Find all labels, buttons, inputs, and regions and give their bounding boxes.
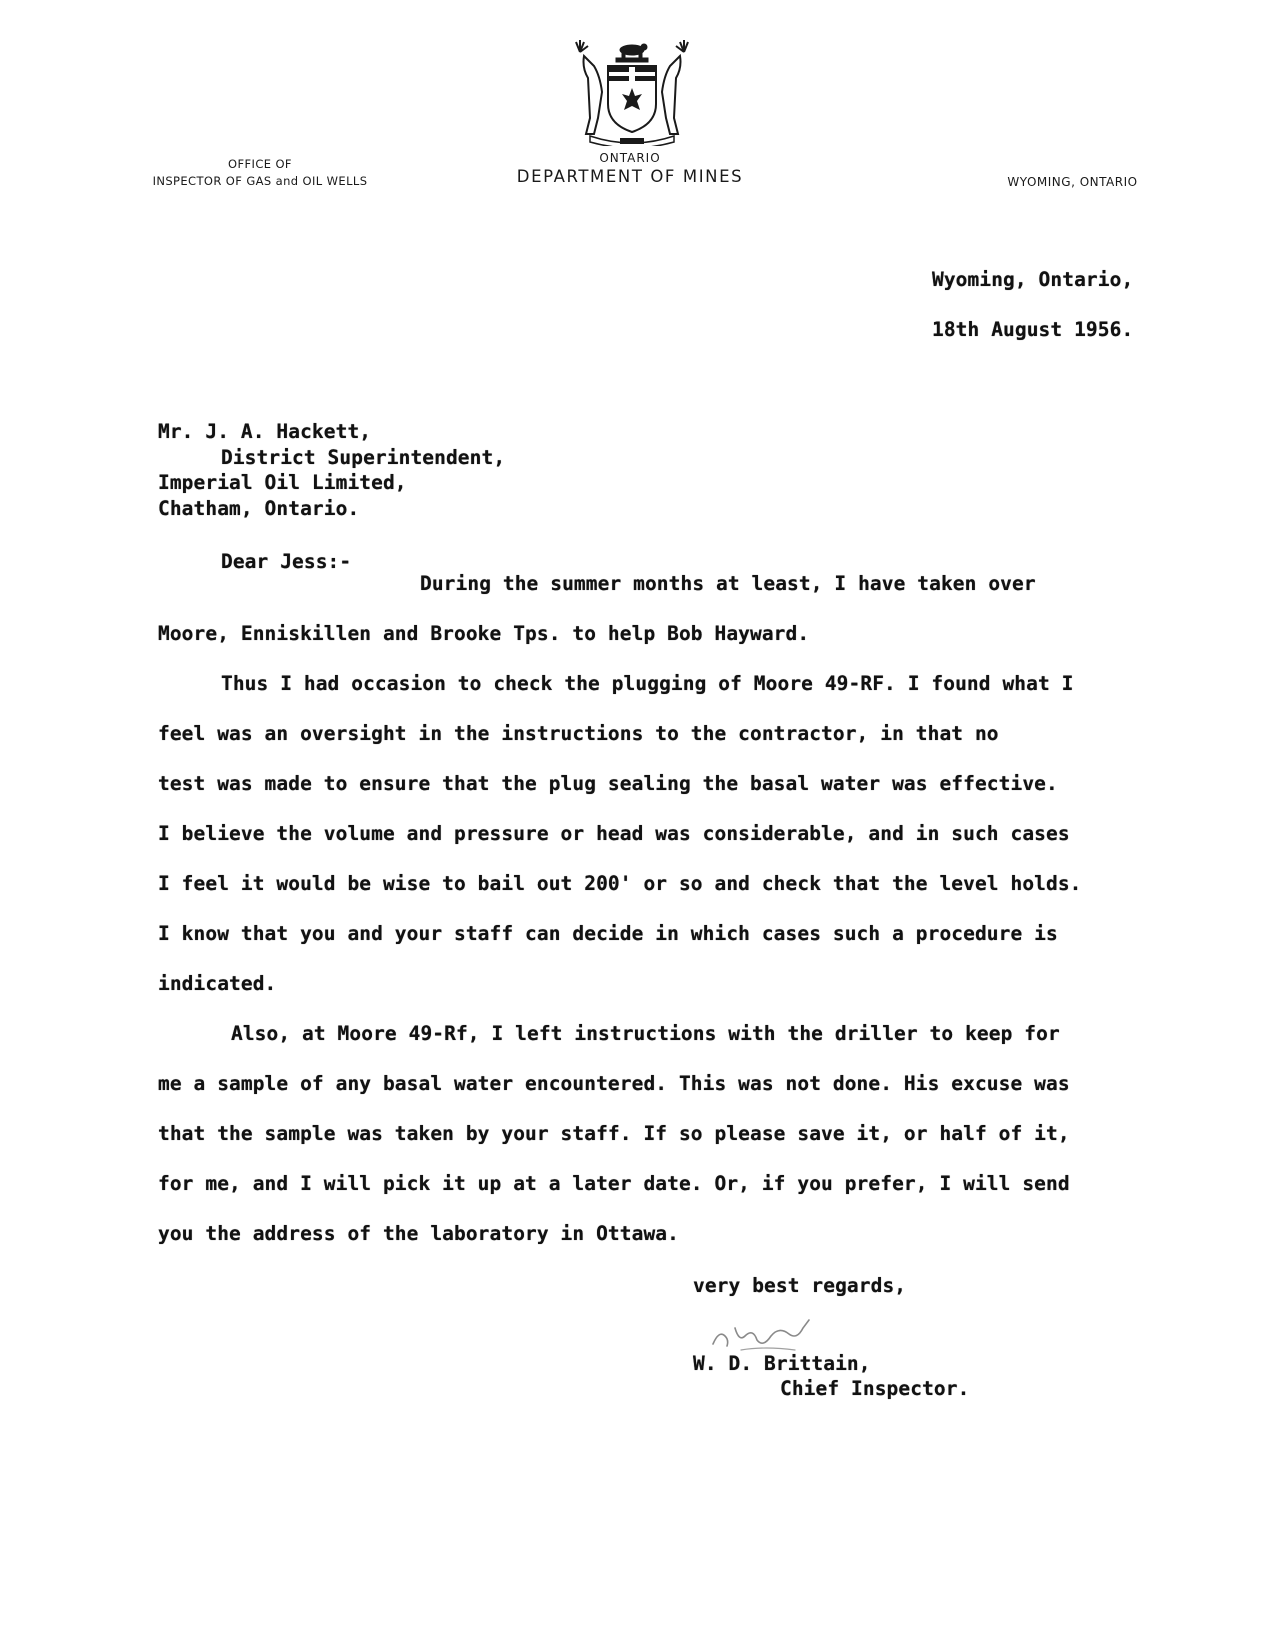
body-line: Moore, Enniskillen and Brooke Tps. to help Bob Hayward. (158, 622, 810, 645)
province-label: ONTARIO (599, 151, 661, 165)
office-line-1: OFFICE OF (228, 157, 292, 171)
coat-of-arms-icon (572, 38, 692, 146)
body-line: that the sample was taken by your staff. If so please save it, or half of it, (158, 1122, 1070, 1145)
body-line: Thus I had occasion to check the plugging of Moore 49-RF. I found what I (221, 672, 1074, 695)
body-line: indicated. (158, 972, 277, 995)
closing: very best regards, (693, 1274, 907, 1297)
body-line: I feel it would be wise to bail out 200' or so and check that the level holds. (158, 872, 1082, 895)
office-line-2: INSPECTOR OF GAS and OIL WELLS (152, 174, 368, 188)
signer-name: W. D. Brittain, (693, 1352, 871, 1375)
letter-place: Wyoming, Ontario, (932, 268, 1134, 291)
department-heading (460, 151, 800, 188)
body-line: I know that you and your staff can decide in which cases such a procedure is (158, 922, 1058, 945)
letter-date: 18th August 1956. (932, 318, 1134, 341)
signer-title: Chief Inspector. (780, 1377, 970, 1400)
body-line: you the address of the laboratory in Ottawa. (158, 1222, 679, 1245)
signature-icon (705, 1306, 820, 1356)
recipient-line: District Superintendent, (221, 446, 506, 469)
body-line: I believe the volume and pressure or head was considerable, and in such cases (158, 822, 1070, 845)
department-name: DEPARTMENT OF MINES (516, 167, 744, 186)
body-line: test was made to ensure that the plug sealing the basal water was effective. (158, 772, 1058, 795)
body-line: feel was an oversight in the instructions to the contractor, in that no (158, 722, 999, 745)
body-line: for me, and I will pick it up at a later date. Or, if you prefer, I will send (158, 1172, 1070, 1195)
recipient-line: Mr. J. A. Hackett, (158, 420, 372, 443)
office-heading (110, 156, 410, 190)
salutation: Dear Jess:- (221, 550, 352, 573)
recipient-line: Imperial Oil Limited, (158, 471, 407, 494)
letterhead-location: WYOMING, ONTARIO (1007, 175, 1138, 189)
body-line: Also, at Moore 49-Rf, I left instructions with the driller to keep for (231, 1022, 1060, 1045)
body-line: During the summer months at least, I have taken over (420, 572, 1036, 595)
recipient-line: Chatham, Ontario. (158, 497, 360, 520)
body-line: me a sample of any basal water encountered. This was not done. His excuse was (158, 1072, 1070, 1095)
